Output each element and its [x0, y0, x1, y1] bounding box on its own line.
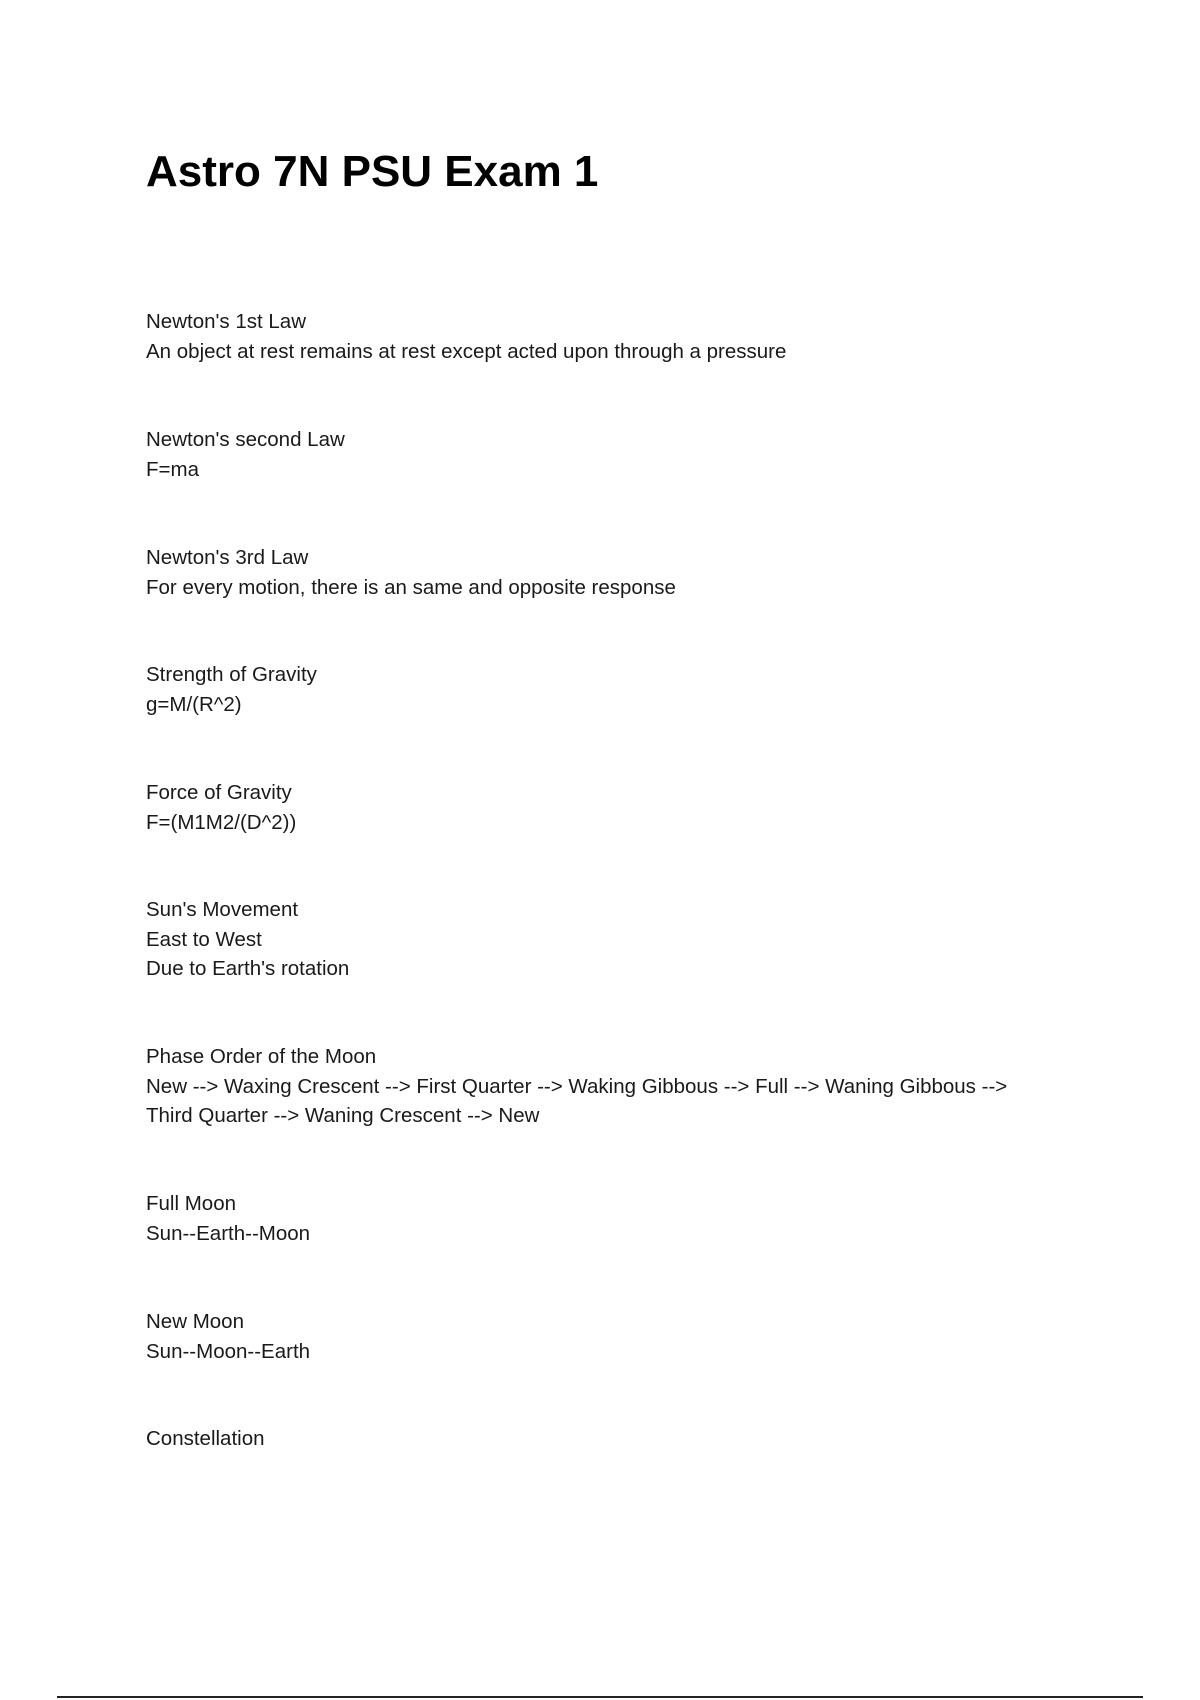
flashcard-entry — [146, 307, 1096, 366]
entry-definition: Due to Earth's rotation — [146, 957, 350, 980]
entry-term: Strength of Gravity — [146, 663, 317, 686]
flashcard-entry — [146, 1307, 1096, 1366]
flashcard-entry — [146, 1424, 1096, 1454]
entry-term: Newton's 3rd Law — [146, 546, 309, 569]
entry-term: Full Moon — [146, 1192, 237, 1215]
entry-definition: East to West — [146, 927, 262, 951]
entry-definition: For every motion, there is an same and opposite response — [146, 575, 676, 599]
flashcard-entry — [146, 660, 1096, 719]
flashcard-entry — [146, 425, 1096, 484]
footer-divider — [57, 1696, 1143, 1698]
entry-term: Constellation — [146, 1427, 265, 1450]
entry-definition: Third Quarter --> Waning Crescent --> New — [146, 1104, 540, 1127]
flashcard-entry — [146, 1042, 1096, 1131]
entry-term: Force of Gravity — [146, 781, 292, 804]
document-title: Astro 7N PSU Exam 1 — [146, 147, 599, 196]
entry-definition: F=(M1M2/(D^2)) — [146, 810, 297, 834]
flashcard-entry — [146, 895, 1096, 984]
entry-definition: Sun--Earth--Moon — [146, 1221, 311, 1245]
flashcard-entry — [146, 778, 1096, 837]
entry-definition: New --> Waxing Crescent --> First Quarter --> Waking Gibbous --> Full --> Waning Gibbous --> — [146, 1074, 1008, 1098]
entry-definition: Sun--Moon--Earth — [146, 1339, 311, 1363]
flashcard-entry — [146, 1189, 1096, 1248]
entry-term: Newton's second Law — [146, 428, 345, 451]
entry-term: New Moon — [146, 1310, 244, 1333]
flashcard-entry — [146, 543, 1096, 602]
entry-term: Sun's Movement — [146, 898, 299, 921]
entry-definition: An object at rest remains at rest except acted upon through a pressure — [146, 339, 787, 363]
entry-term: Phase Order of the Moon — [146, 1045, 377, 1068]
entry-definition: g=M/(R^2) — [146, 692, 242, 716]
entry-definition: F=ma — [146, 457, 199, 481]
entry-term: Newton's 1st Law — [146, 310, 307, 333]
